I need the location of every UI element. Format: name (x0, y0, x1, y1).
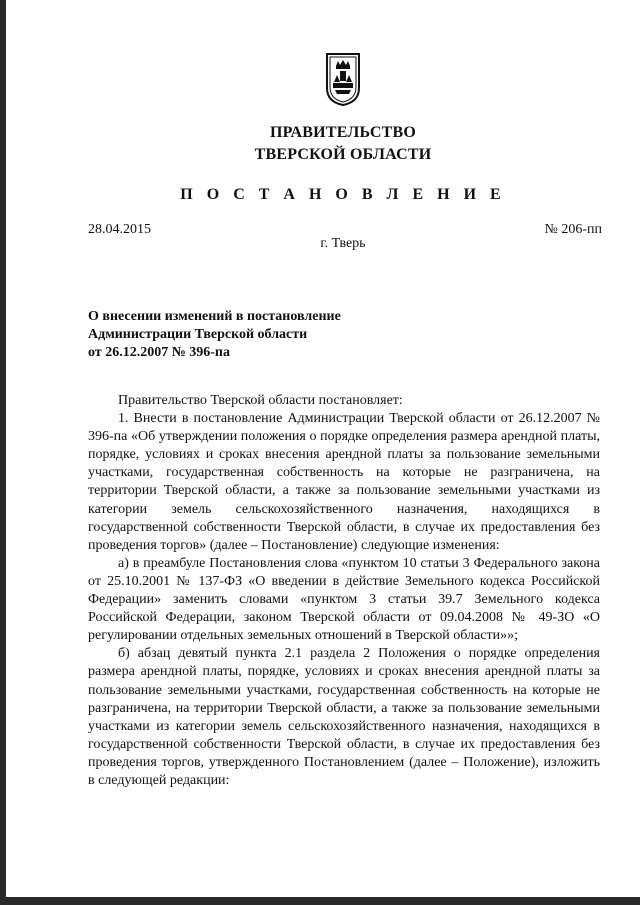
subject-line: Администрации Тверской области (88, 327, 308, 342)
body-paragraph: а) в преамбуле Постановления слова «пунктом 10 статьи 3 Федерального закона от 25.10.2001 № 137-ФЗ «О введении в действие Земельного кодекса Российской Федерации» заменить словами «пунктом 3 статьи 39.7 Земельного кодекса Российской Федерации, законом Тверской области от 09.04.2008 № 49-ЗО «О регулировании отдельных земельных отношений в Тверской области»»; (88, 555, 600, 644)
document-type: П О С Т А Н О В Л Е Н И Е (180, 186, 506, 203)
subject-line: от 26.12.2007 № 396-па (88, 345, 230, 360)
document-subject (88, 308, 341, 362)
subject-line: О внесении изменений в постановление (88, 309, 341, 324)
document-date: 28.04.2015 (88, 222, 151, 237)
body-paragraph: 1. Внести в постановление Администрации Тверской области от 26.12.2007 № 396-па «Об утверждении положения о порядке определения размера арендной платы, порядке, условиях и сроках внесения арендной платы за пользование земельными участками, государственная собственность на которые не разграничена, на территории Тверской области, а также за пользование земельными участками из категории земель сельскохозяйственного назначения, находящихся в государственной собственности Тверской области, в случае их предоставления без проведения торгов» (далее – Постановление) следующие изменения: (88, 411, 600, 553)
body-paragraph: б) абзац девятый пункта 2.1 раздела 2 Положения о порядке определения размера арендной платы, порядке, условиях и сроках внесения арендной платы за пользование земельными участками, государственная собственность на которые не разграничена, на территории Тверской области, а также за пользование земельными участками из категории земель сельскохозяйственного назначения, находящихся в государственной собственности Тверской области, в случае их предоставления без проведения торгов, утвержденного Постановлением (далее – Положение), изложить в следующей редакции: (88, 646, 600, 788)
document-city: г. Тверь (320, 236, 366, 251)
document-body (88, 392, 600, 790)
organization-name-line1: ПРАВИТЕЛЬСТВО (269, 124, 417, 141)
coat-of-arms-emblem (325, 52, 361, 106)
scan-edge-bottom (0, 897, 640, 905)
body-paragraph: Правительство Тверской области постановляет: (118, 393, 403, 408)
organization-name-line2: ТВЕРСКОЙ ОБЛАСТИ (254, 146, 432, 163)
document-number: № 206-пп (544, 222, 602, 237)
